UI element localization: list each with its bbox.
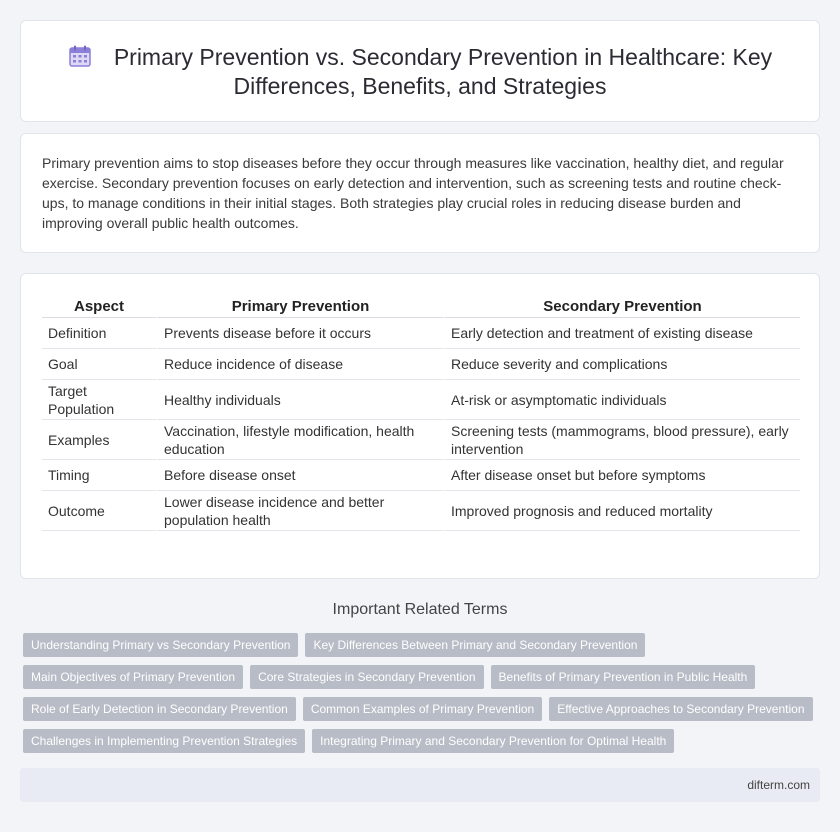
cell-secondary: After disease onset but before symptoms: [443, 460, 800, 491]
intro-paragraph: Primary prevention aims to stop diseases before they occur through measures like vaccination, healthy diet, and regular exercise. Secondary prevention focuses on early detection and intervention, such as screening tests and routine check-ups, to manage conditions in their initial stages. Both strategies play crucial roles in reducing disease burden and improving overall public health outcomes.: [42, 155, 784, 231]
cell-secondary: At-risk or asymptomatic individuals: [443, 380, 800, 420]
page-title: [61, 43, 779, 101]
related-term-link[interactable]: Core Strategies in Secondary Prevention: [250, 665, 483, 689]
related-term-link[interactable]: Main Objectives of Primary Prevention: [23, 665, 243, 689]
tag-row: [23, 697, 813, 721]
tag-row: [23, 633, 813, 657]
cell-secondary: Improved prognosis and reduced mortality: [443, 491, 800, 531]
cell-secondary: Early detection and treatment of existing disease: [443, 318, 800, 349]
intro-card: [20, 133, 820, 253]
comparison-card: [20, 273, 820, 579]
cell-aspect: Examples: [42, 420, 156, 460]
table-row: [42, 491, 800, 531]
page-title-text: Primary Prevention vs. Secondary Prevention in Healthcare: Key Differences, Benefits, and Strategies: [113, 44, 773, 99]
footer: [20, 768, 820, 802]
table-header-row: [42, 294, 800, 318]
cell-primary: Before disease onset: [156, 460, 443, 491]
related-term-link[interactable]: Challenges in Implementing Prevention Strategies: [23, 729, 305, 753]
table-row: [42, 460, 800, 491]
related-term-link[interactable]: Key Differences Between Primary and Secondary Prevention: [305, 633, 645, 657]
related-term-link[interactable]: Integrating Primary and Secondary Prevention for Optimal Health: [312, 729, 674, 753]
related-term-link[interactable]: Common Examples of Primary Prevention: [303, 697, 542, 721]
header-primary: Primary Prevention: [156, 294, 443, 318]
related-term-link[interactable]: Benefits of Primary Prevention in Public Health: [491, 665, 756, 689]
footer-site-link[interactable]: difterm.com: [747, 778, 810, 792]
cell-primary: Reduce incidence of disease: [156, 349, 443, 380]
related-term-link[interactable]: Effective Approaches to Secondary Prevention: [549, 697, 812, 721]
comparison-table: [42, 294, 800, 531]
table-row: [42, 318, 800, 349]
cell-secondary: Reduce severity and complications: [443, 349, 800, 380]
table-row: [42, 349, 800, 380]
calendar-icon: [68, 44, 92, 68]
cell-aspect: Definition: [42, 318, 156, 349]
tag-row: [23, 729, 813, 753]
cell-aspect: Outcome: [42, 491, 156, 531]
table-row: [42, 380, 800, 420]
title-card: [20, 20, 820, 122]
table-row: [42, 420, 800, 460]
cell-primary: Vaccination, lifestyle modification, health education: [156, 420, 443, 460]
related-terms-list: [23, 633, 813, 761]
header-secondary: Secondary Prevention: [443, 294, 800, 318]
cell-primary: Lower disease incidence and better population health: [156, 491, 443, 531]
title-wrap: [61, 43, 779, 101]
cell-aspect: Timing: [42, 460, 156, 491]
cell-primary: Prevents disease before it occurs: [156, 318, 443, 349]
cell-secondary: Screening tests (mammograms, blood pressure), early intervention: [443, 420, 800, 460]
cell-aspect: Target Population: [42, 380, 156, 420]
related-term-link[interactable]: Role of Early Detection in Secondary Prevention: [23, 697, 296, 721]
tag-row: [23, 665, 813, 689]
related-terms-heading: Important Related Terms: [332, 601, 508, 618]
cell-primary: Healthy individuals: [156, 380, 443, 420]
related-term-link[interactable]: Understanding Primary vs Secondary Prevention: [23, 633, 298, 657]
header-aspect: Aspect: [42, 294, 156, 318]
cell-aspect: Goal: [42, 349, 156, 380]
